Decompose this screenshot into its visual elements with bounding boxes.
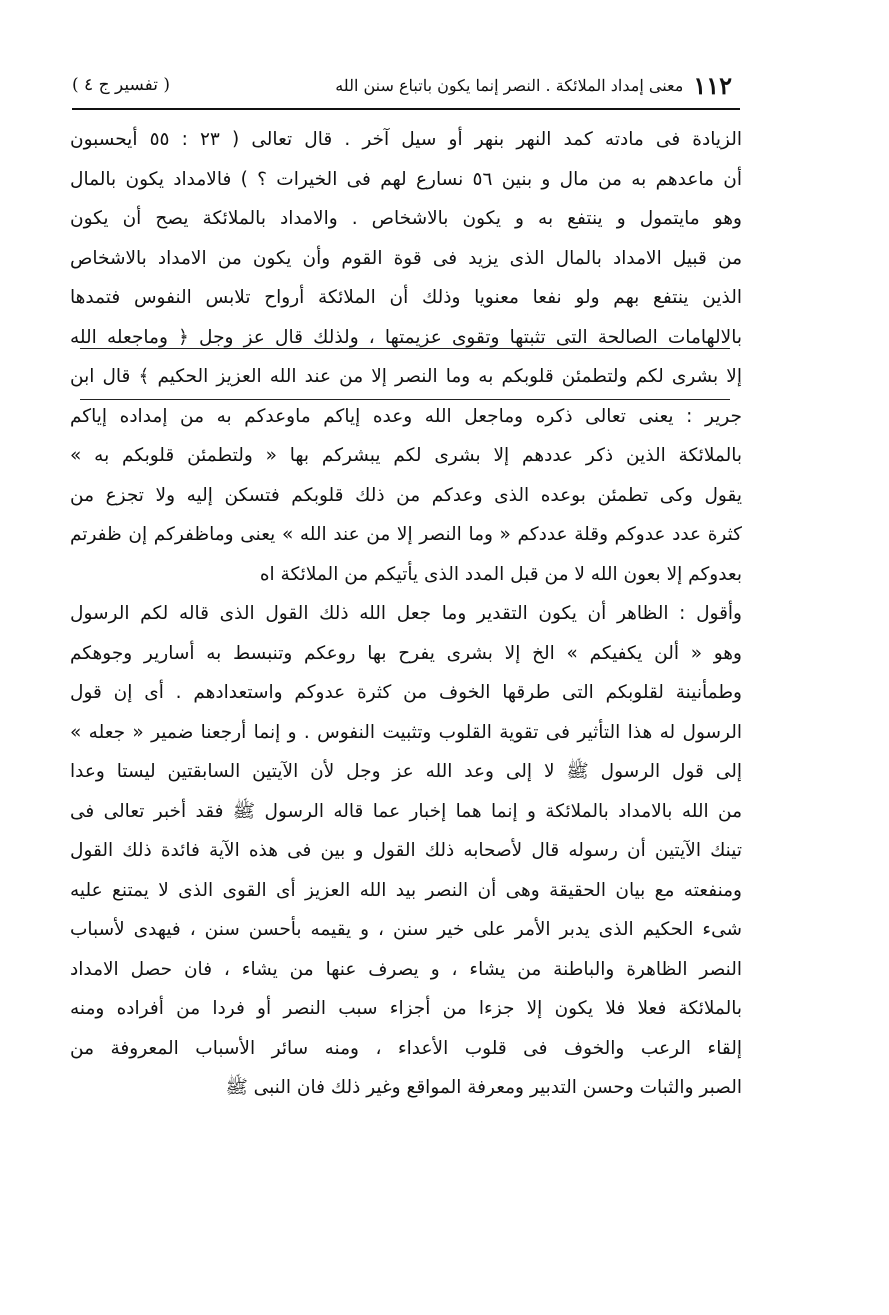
text-line: وهو مايتمول و ينتفع به و يكون بالاشخاص . والامداد بالملائكة يصح أن يكون [70, 208, 742, 229]
text-line: وهو « ألن يكفيكم » الخ إلا بشرى يفرح بها روعكم وتنبسط به أسارير وجوهكم [70, 642, 742, 664]
text-line: بالالهامات الصالحة التى تثبتها وتقوى عزيمتها ، ولذلك قال عز وجل ﴿ وماجعله الله [70, 326, 742, 348]
text-line: أن ماعدهم به من مال و بنين ٥٦ نسارع لهم فى الخيرات ؟ ) فالامداد يكون بالمال [70, 168, 742, 190]
text-line: الصبر والثبات وحسن التدبير ومعرفة المواقع وغير ذلك فان النبى ﷺ [225, 1077, 742, 1098]
text-line: من قبيل الامداد بالمال الذى يزيد فى قوة القوم وأن يكون من الامداد بالاشخاص [70, 247, 742, 269]
paragraph [70, 120, 742, 594]
text-line: جرير : يعنى تعالى ذكره وماجعل الله وعده إياكم ماوعدكم به من إمداده إياكم [70, 405, 742, 427]
text-line: إلا بشرى لكم ولتطمئن قلوبكم به وما النصر إلا من عند الله العزيز الحكيم ﴾ قال ابن [70, 366, 742, 387]
text-line: النصر الظاهرة والباطنة من يشاء ، و يصرف عنها من يشاء ، فان حصل الامداد [70, 958, 742, 980]
text-line: إلى قول الرسول ﷺ لا إلى وعد الله عز وجل لأن الآيتين السابقتين ليستا وعدا [70, 761, 742, 782]
page-number: ١١٢ [693, 70, 732, 100]
text-line: ومنفعته مع بيان الحقيقة وهى أن النصر بيد الله العزيز أى القوى الذى لا يمتنع عليه [70, 879, 742, 901]
text-line: شىء الحكيم الذى يدبر الأمر على خير سنن ، و يقيمه بأحسن سنن ، فيهدى لأسباب [70, 919, 742, 940]
text-line: بالملائكة الذين ذكر عددهم إلا بشرى لكم يبشركم بها « ولتطمئن قلوبكم به » [70, 445, 742, 466]
text-line: من الله بالامداد بالملائكة و إنما هما إخبار عما قاله الرسول ﷺ فقد أخبر تعالى فى [70, 800, 742, 822]
running-title: معنى إمداد الملائكة . النصر إنما يكون باتباع سنن الله [335, 75, 684, 95]
book-reference: ( تفسير ج ٤ ) [72, 75, 171, 95]
header-rule [72, 108, 740, 110]
text-line: كثرة عدد عدوكم وقلة عددكم « وما النصر إلا من عند الله » يعنى وماظفركم إن ظفرتم [70, 524, 742, 545]
text-line: إلقاء الرعب والخوف فى قلوب الأعداء ، ومنه سائر الأسباب المعروفة من [70, 1037, 742, 1059]
text-line: الرسول له هذا التأثير فى تقوية القلوب وتثبيت النفوس . و إنما أرجعنا ضمير « جعله » [70, 721, 742, 743]
text-line: وطمأنينة لقلوبكم التى طرقها الخوف من كثرة عدوكم واستعدادهم . أى إن قول [70, 682, 742, 703]
body-text [70, 120, 742, 1108]
text-line: بعدوكم إلا بعون الله لا من قبل المدد الذى يأتيكم من الملائكة اه [259, 563, 742, 585]
text-line: الزيادة فى مادته كمد النهر بنهر أو سيل آخر . قال تعالى ( ٢٣ : ٥٥ أيحسبون [70, 129, 742, 150]
text-line: بالملائكة فعلا فلا يكون إلا جزءا من أجزاء سبب النصر أو فردا من أفراده ومنه [70, 998, 742, 1019]
paragraph [70, 594, 742, 1108]
text-line: وأقول : الظاهر أن يكون التقدير وما جعل الله ذلك القول الذى قاله لكم الرسول [70, 603, 742, 624]
text-line: تينك الآيتين أن رسوله قال لأصحابه ذلك القول و بين فى هذه الآية فائدة ذلك القول [70, 840, 742, 861]
text-line: الذين ينتفع بهم ولو نفعا معنويا وذلك أن الملائكة أرواح تلابس النفوس فتمدها [70, 287, 742, 308]
page-header [72, 62, 732, 108]
text-line: يقول وكى تطمئن بوعده الذى وعدكم من ذلك قلوبكم فتسكن إليه ولا تجزع من [70, 484, 742, 506]
